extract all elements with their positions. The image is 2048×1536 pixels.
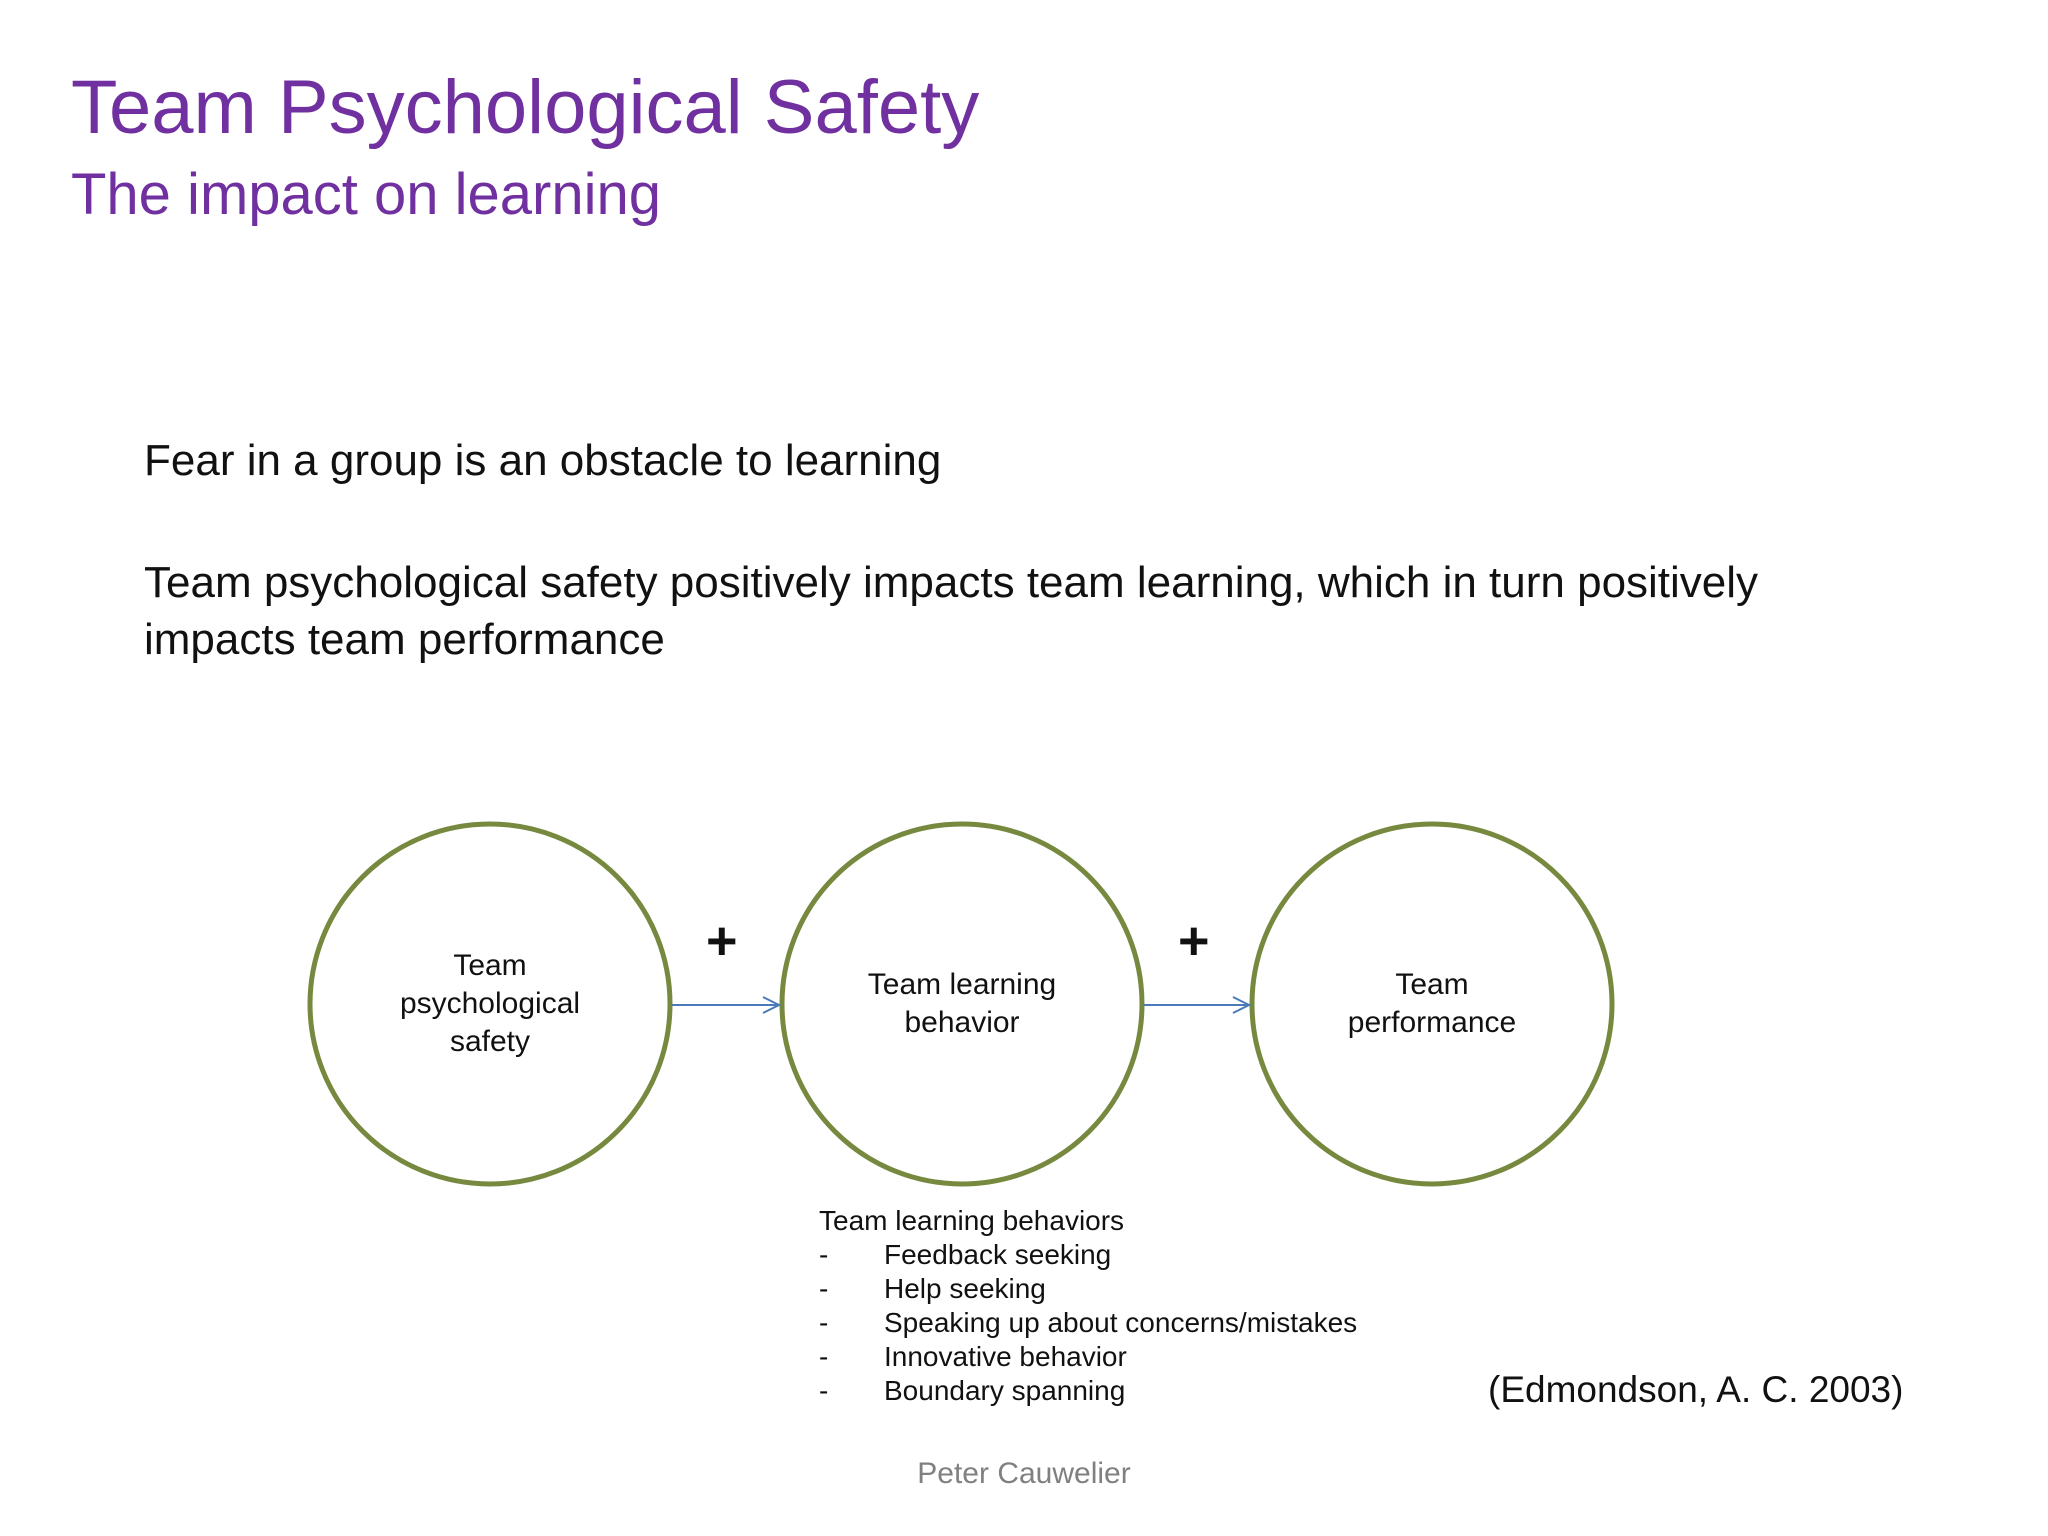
node-label-learning-behavior: Team learning behavior [867, 968, 1057, 1039]
citation: (Edmondson, A. C. 2003) [1488, 1369, 1904, 1410]
bullet-dash: - [819, 1307, 829, 1338]
edge-label-plus: + [1178, 911, 1210, 971]
list-item-text: Speaking up about concerns/mistakes [884, 1307, 1358, 1338]
bullet-dash: - [819, 1341, 829, 1372]
list-item-text: Innovative behavior [884, 1341, 1127, 1372]
list-item-text: Boundary spanning [884, 1375, 1126, 1406]
node-label-team-performance: Team performance [1347, 968, 1517, 1039]
behaviors-heading: Team learning behaviors [819, 1205, 1125, 1236]
list-item [819, 1306, 1357, 1340]
list-item [819, 1374, 1357, 1408]
list-item [819, 1238, 1357, 1272]
body-paragraph-impact: Team psychological safety positively impacts team learning, which in turn positively impacts team performance [144, 558, 1759, 664]
bullet-dash: - [819, 1375, 829, 1406]
slide-subtitle: The impact on learning [71, 162, 661, 227]
edge-label-plus: + [706, 911, 738, 971]
body-paragraph-fear: Fear in a group is an obstacle to learning [144, 436, 942, 485]
slide-title: Team Psychological Safety [71, 65, 980, 150]
list-item-text: Help seeking [884, 1273, 1046, 1304]
team-learning-behaviors-list [819, 1204, 1357, 1408]
list-item-text: Feedback seeking [884, 1239, 1112, 1270]
bullet-dash: - [819, 1273, 829, 1304]
list-item [819, 1272, 1357, 1306]
node-label-psychological-safety: Team psychological safety [399, 949, 581, 1058]
bullet-dash: - [819, 1239, 829, 1270]
footer-author: Peter Cauwelier [917, 1457, 1131, 1490]
list-item [819, 1340, 1357, 1374]
